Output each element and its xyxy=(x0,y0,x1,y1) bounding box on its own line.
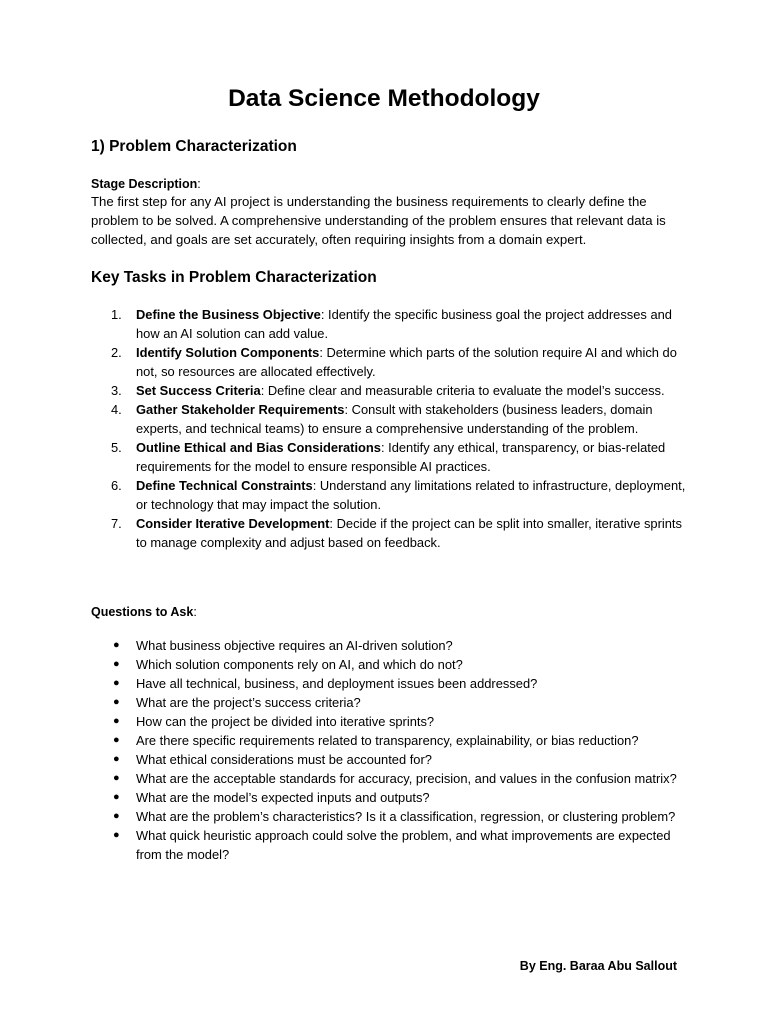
question-item xyxy=(91,769,687,788)
bullet-icon: ● xyxy=(113,810,120,822)
question-text: What are the problem’s characteristics? Is it a classification, regression, or clustering problem? xyxy=(136,809,676,824)
question-item xyxy=(91,693,687,712)
question-text: What quick heuristic approach could solve the problem, and what improvements are expected from the model? xyxy=(136,828,671,862)
question-item xyxy=(91,712,687,731)
task-number: 7. xyxy=(111,516,122,531)
bullet-icon: ● xyxy=(113,715,120,727)
section-heading: 1) Problem Characterization xyxy=(91,138,297,155)
task-title: Set Success Criteria xyxy=(136,383,261,398)
bullet-icon: ● xyxy=(113,753,120,765)
task-title: Define Technical Constraints xyxy=(136,478,313,493)
questions-label xyxy=(91,603,197,622)
question-item xyxy=(91,731,687,750)
task-text: : Identify the specific business goal the project addresses and how an AI solution can add value. xyxy=(136,307,672,341)
stage-label-text: Stage Description xyxy=(91,177,198,191)
stage-description-text: The first step for any AI project is understanding the business requirements to clearly define the problem to be solved. A comprehensive understanding of the problem ensures that relevant data is collected, and goals are set accurately, often requiring insights from a domain expert. xyxy=(91,194,666,247)
questions-list xyxy=(91,636,687,864)
question-item xyxy=(91,674,687,693)
bullet-icon: ● xyxy=(113,829,120,841)
key-tasks-heading: Key Tasks in Problem Characterization xyxy=(91,269,377,286)
task-item xyxy=(91,343,687,381)
task-text: : Understand any limitations related to infrastructure, deployment, or technology that may impact the solution. xyxy=(136,478,686,512)
task-title: Consider Iterative Development xyxy=(136,516,330,531)
key-tasks-list xyxy=(91,305,687,552)
task-text: : Consult with stakeholders (business leaders, domain experts, and technical teams) to ensure a comprehensive understanding of the problem. xyxy=(136,402,653,436)
task-item xyxy=(91,438,687,476)
question-text: Are there specific requirements related to transparency, explainability, or bias reduction? xyxy=(136,733,639,748)
task-title: Gather Stakeholder Requirements xyxy=(136,402,345,417)
bullet-icon: ● xyxy=(113,677,120,689)
stage-label-colon: : xyxy=(197,177,201,191)
task-number: 2. xyxy=(111,345,122,360)
document-title: Data Science Methodology xyxy=(228,85,540,112)
question-item xyxy=(91,807,687,826)
task-text: : Identify any ethical, transparency, or bias-related requirements for the model to ensure responsible AI practices. xyxy=(136,440,666,474)
task-title: Identify Solution Components xyxy=(136,345,320,360)
task-number: 6. xyxy=(111,478,122,493)
bullet-icon: ● xyxy=(113,734,120,746)
bullet-icon: ● xyxy=(113,696,120,708)
questions-label-text: Questions to Ask xyxy=(91,605,194,619)
task-title: Outline Ethical and Bias Considerations xyxy=(136,440,381,455)
task-number: 3. xyxy=(111,383,122,398)
question-text: What ethical considerations must be accounted for? xyxy=(136,752,432,767)
question-item xyxy=(91,636,687,655)
question-text: Which solution components rely on AI, and which do not? xyxy=(136,657,463,672)
task-item xyxy=(91,381,687,400)
question-text: What are the acceptable standards for accuracy, precision, and values in the confusion matrix? xyxy=(136,771,677,786)
bullet-icon: ● xyxy=(113,639,120,651)
question-item xyxy=(91,788,687,807)
task-number: 5. xyxy=(111,440,122,455)
question-text: Have all technical, business, and deployment issues been addressed? xyxy=(136,676,538,691)
question-item xyxy=(91,655,687,674)
bullet-icon: ● xyxy=(113,658,120,670)
question-text: What are the project’s success criteria? xyxy=(136,695,361,710)
bullet-icon: ● xyxy=(113,791,120,803)
task-text: : Determine which parts of the solution require AI and which do not, so resources are allocated effectively. xyxy=(136,345,677,379)
question-text: How can the project be divided into iterative sprints? xyxy=(136,714,435,729)
task-number: 1. xyxy=(111,307,122,322)
task-item xyxy=(91,514,687,552)
task-text: : Define clear and measurable criteria to evaluate the model’s success. xyxy=(260,383,665,398)
questions-label-colon: : xyxy=(193,605,197,619)
task-item xyxy=(91,476,687,514)
task-text: : Decide if the project can be split into smaller, iterative sprints to manage complexity and adjust based on feedback. xyxy=(136,516,682,550)
task-title: Define the Business Objective xyxy=(136,307,321,322)
question-text: What are the model’s expected inputs and outputs? xyxy=(136,790,430,805)
question-item xyxy=(91,826,687,864)
task-item xyxy=(91,305,687,343)
question-text: What business objective requires an AI-driven solution? xyxy=(136,638,453,653)
task-number: 4. xyxy=(111,402,122,417)
author-credit: By Eng. Baraa Abu Sallout xyxy=(519,959,677,973)
question-item xyxy=(91,750,687,769)
bullet-icon: ● xyxy=(113,772,120,784)
task-item xyxy=(91,400,687,438)
